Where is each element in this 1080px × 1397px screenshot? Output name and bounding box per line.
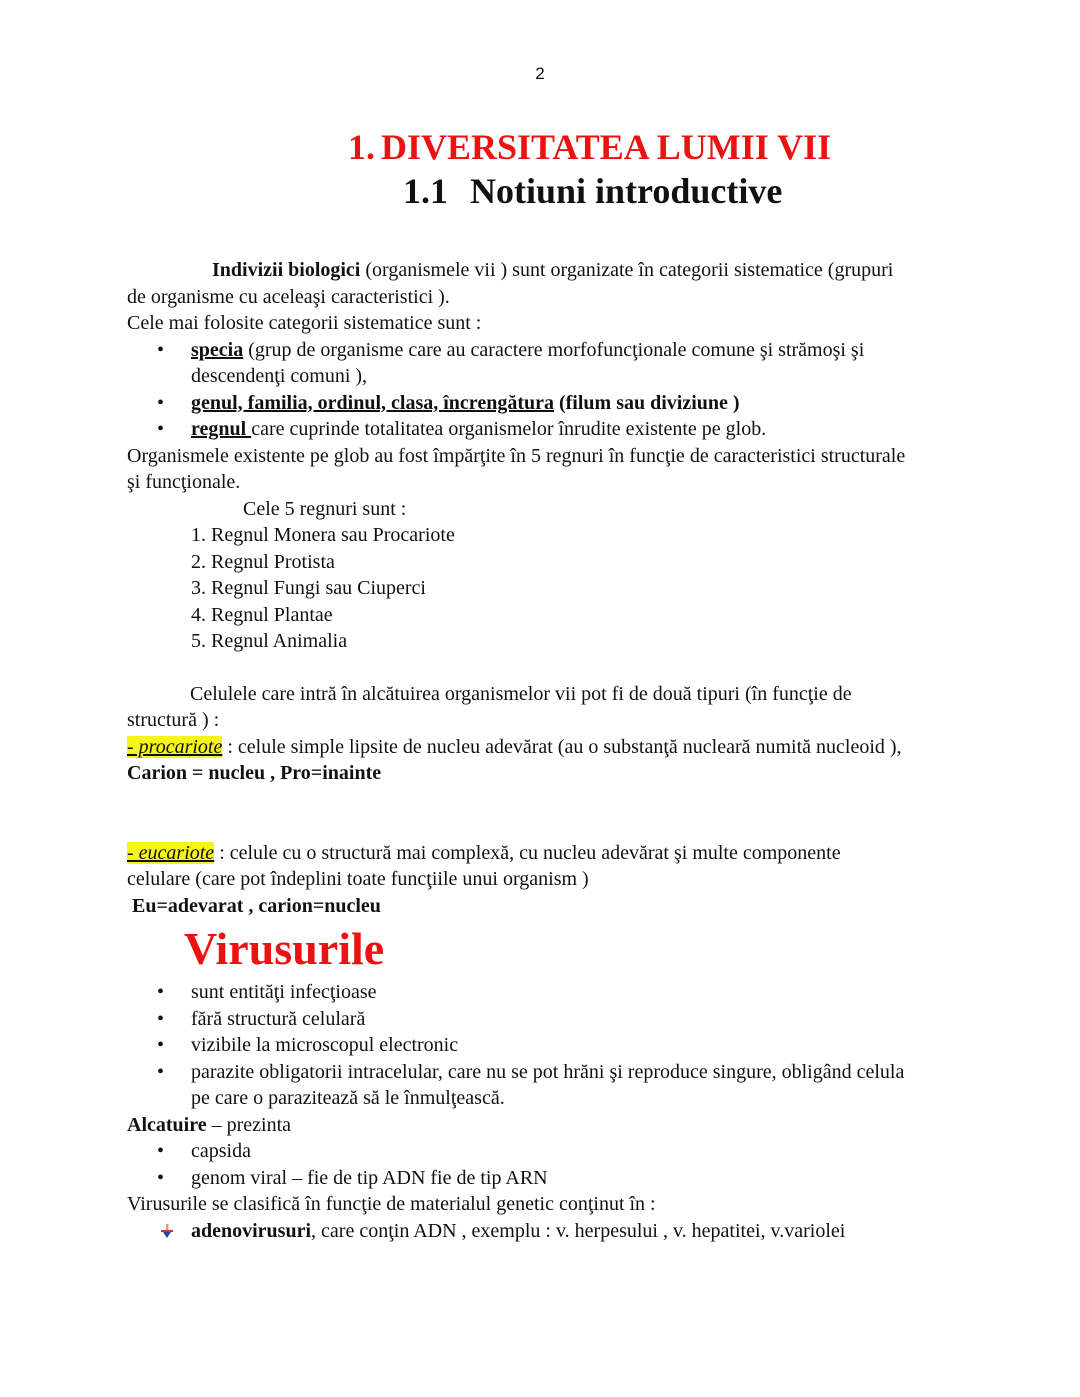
structure-heading [127, 1112, 957, 1139]
list-item [127, 1006, 957, 1033]
structure-list [127, 1138, 957, 1191]
list-item [127, 1165, 957, 1192]
bullet-icon: • [157, 1034, 165, 1056]
list-item: 1. Regnul Monera sau Procariote [191, 524, 455, 546]
virus-types-list [127, 1218, 957, 1245]
intro-line2: de organisme cu aceleaşi caracteristici ). [127, 285, 450, 308]
list-item [127, 979, 957, 1006]
kingdoms-heading: Cele 5 regnuri sunt : [243, 497, 407, 520]
procariote-definition [127, 734, 957, 761]
eucariote-line2: celulare (care pot îndeplini toate funcţiile unui organism ) [127, 868, 589, 890]
structure-item: genom viral – fie de tip ADN fie de tip ARN [191, 1166, 548, 1189]
list-item [127, 390, 957, 417]
cells-line2: structură ) : [127, 709, 220, 731]
list-item: 4. Regnul Plantae [191, 603, 333, 626]
list-item [127, 416, 957, 443]
intro-text: (organismele vii ) sunt organizate în categorii sistematice (grupuri [360, 259, 894, 281]
eucariote-definition [127, 840, 957, 867]
category-term: specia [191, 338, 244, 361]
category-text: (filum sau diviziune ) [553, 391, 740, 414]
list-item: 3. Regnul Fungi sau Ciuperci [191, 577, 426, 599]
bullet-icon: • [157, 1140, 165, 1162]
eucariote-text: : celule cu o structură mai complexă, cu nucleu adevărat şi multe componente [214, 841, 841, 864]
bullet-icon: • [157, 981, 165, 1003]
kingdoms-intro-line2: şi funcţionale. [127, 471, 241, 493]
virus-type-term: adenovirusuri [191, 1219, 312, 1242]
kingdoms-list [127, 522, 957, 655]
bullet-icon: • [157, 1060, 165, 1083]
section-number: 1.1 [403, 171, 448, 211]
bullet-icon: • [157, 418, 165, 440]
section-title-text: Notiuni introductive [470, 171, 783, 211]
bullet-icon: • [157, 1007, 165, 1030]
structure-item: capsida [191, 1140, 251, 1162]
trait-text: vizibile la microscopul electronic [191, 1034, 459, 1056]
procariote-etymology: Carion = nucleu , Pro=inainte [127, 762, 382, 784]
page-number: 2 [535, 64, 545, 83]
intro-line3: Cele mai folosite categorii sistematice sunt : [127, 312, 482, 334]
classification-text: Virusurile se clasifică în funcţie de materialul genetic conţinut în : [127, 1193, 656, 1215]
arrow-down-icon [160, 1224, 174, 1238]
category-text: care cuprinde totalitatea organismelor înrudite existente pe glob. [251, 418, 767, 440]
structure-rest: – prezinta [206, 1113, 292, 1136]
procariote-term: - procariote [127, 735, 223, 758]
section-title [403, 170, 782, 212]
intro-bold-term: Indivizii biologici [212, 259, 361, 281]
list-item: 2. Regnul Protista [191, 550, 335, 573]
categories-list [127, 337, 957, 443]
list-item [127, 1218, 957, 1245]
document-body [127, 257, 957, 1244]
chapter-title-text: DIVERSITATEA LUMII VII [381, 127, 832, 167]
bullet-icon: • [157, 391, 165, 414]
virus-traits-list [127, 979, 957, 1112]
list-item [127, 1032, 957, 1059]
eucariote-term: - eucariote [127, 841, 215, 864]
intro-paragraph [127, 257, 957, 284]
procariote-text: : celule simple lipsite de nucleu adevărat (au o substanţă nucleară numită nucleoid ), [222, 735, 902, 758]
bullet-icon: • [157, 1166, 165, 1189]
list-item [127, 337, 957, 390]
category-text: (grup de organisme care au caractere morfofuncţionale comune şi strămoşi şi [243, 338, 865, 361]
viruses-title: Virusurile [184, 923, 385, 974]
trait-text: fără structură celulară [191, 1007, 366, 1030]
trait-text: sunt entităţi infecţioase [191, 981, 377, 1003]
category-term: genul, familia, ordinul, clasa, încrengătura [191, 391, 554, 414]
virus-type-text: , care conţin ADN , exemplu : v. herpesului , v. hepatitei, v.variolei [311, 1219, 846, 1242]
trait-text: parazite obligatorii intracelular, care nu se pot hrăni şi reproduce singure, obligând celula [191, 1060, 905, 1083]
kingdoms-intro: Organismele existente pe glob au fost împărţite în 5 regnuri în funcţie de caracteristici structurale [127, 444, 906, 467]
eucariote-etymology: Eu=adevarat , carion=nucleu [127, 894, 381, 917]
chapter-number: 1. [348, 127, 375, 167]
bullet-icon: • [157, 338, 165, 361]
category-term: regnul [191, 418, 252, 440]
category-text-cont: descendenţi comuni ), [191, 365, 368, 387]
cells-paragraph: Celulele care intră în alcătuirea organismelor vii pot fi de două tipuri (în funcţie de [190, 682, 852, 705]
structure-label: Alcatuire [127, 1113, 207, 1136]
trait-text-cont: pe care o parazitează să le înmulţească. [191, 1087, 505, 1109]
list-item [127, 1138, 957, 1165]
chapter-title [348, 126, 831, 168]
list-item: 5. Regnul Animalia [191, 630, 348, 652]
list-item [127, 1059, 957, 1112]
